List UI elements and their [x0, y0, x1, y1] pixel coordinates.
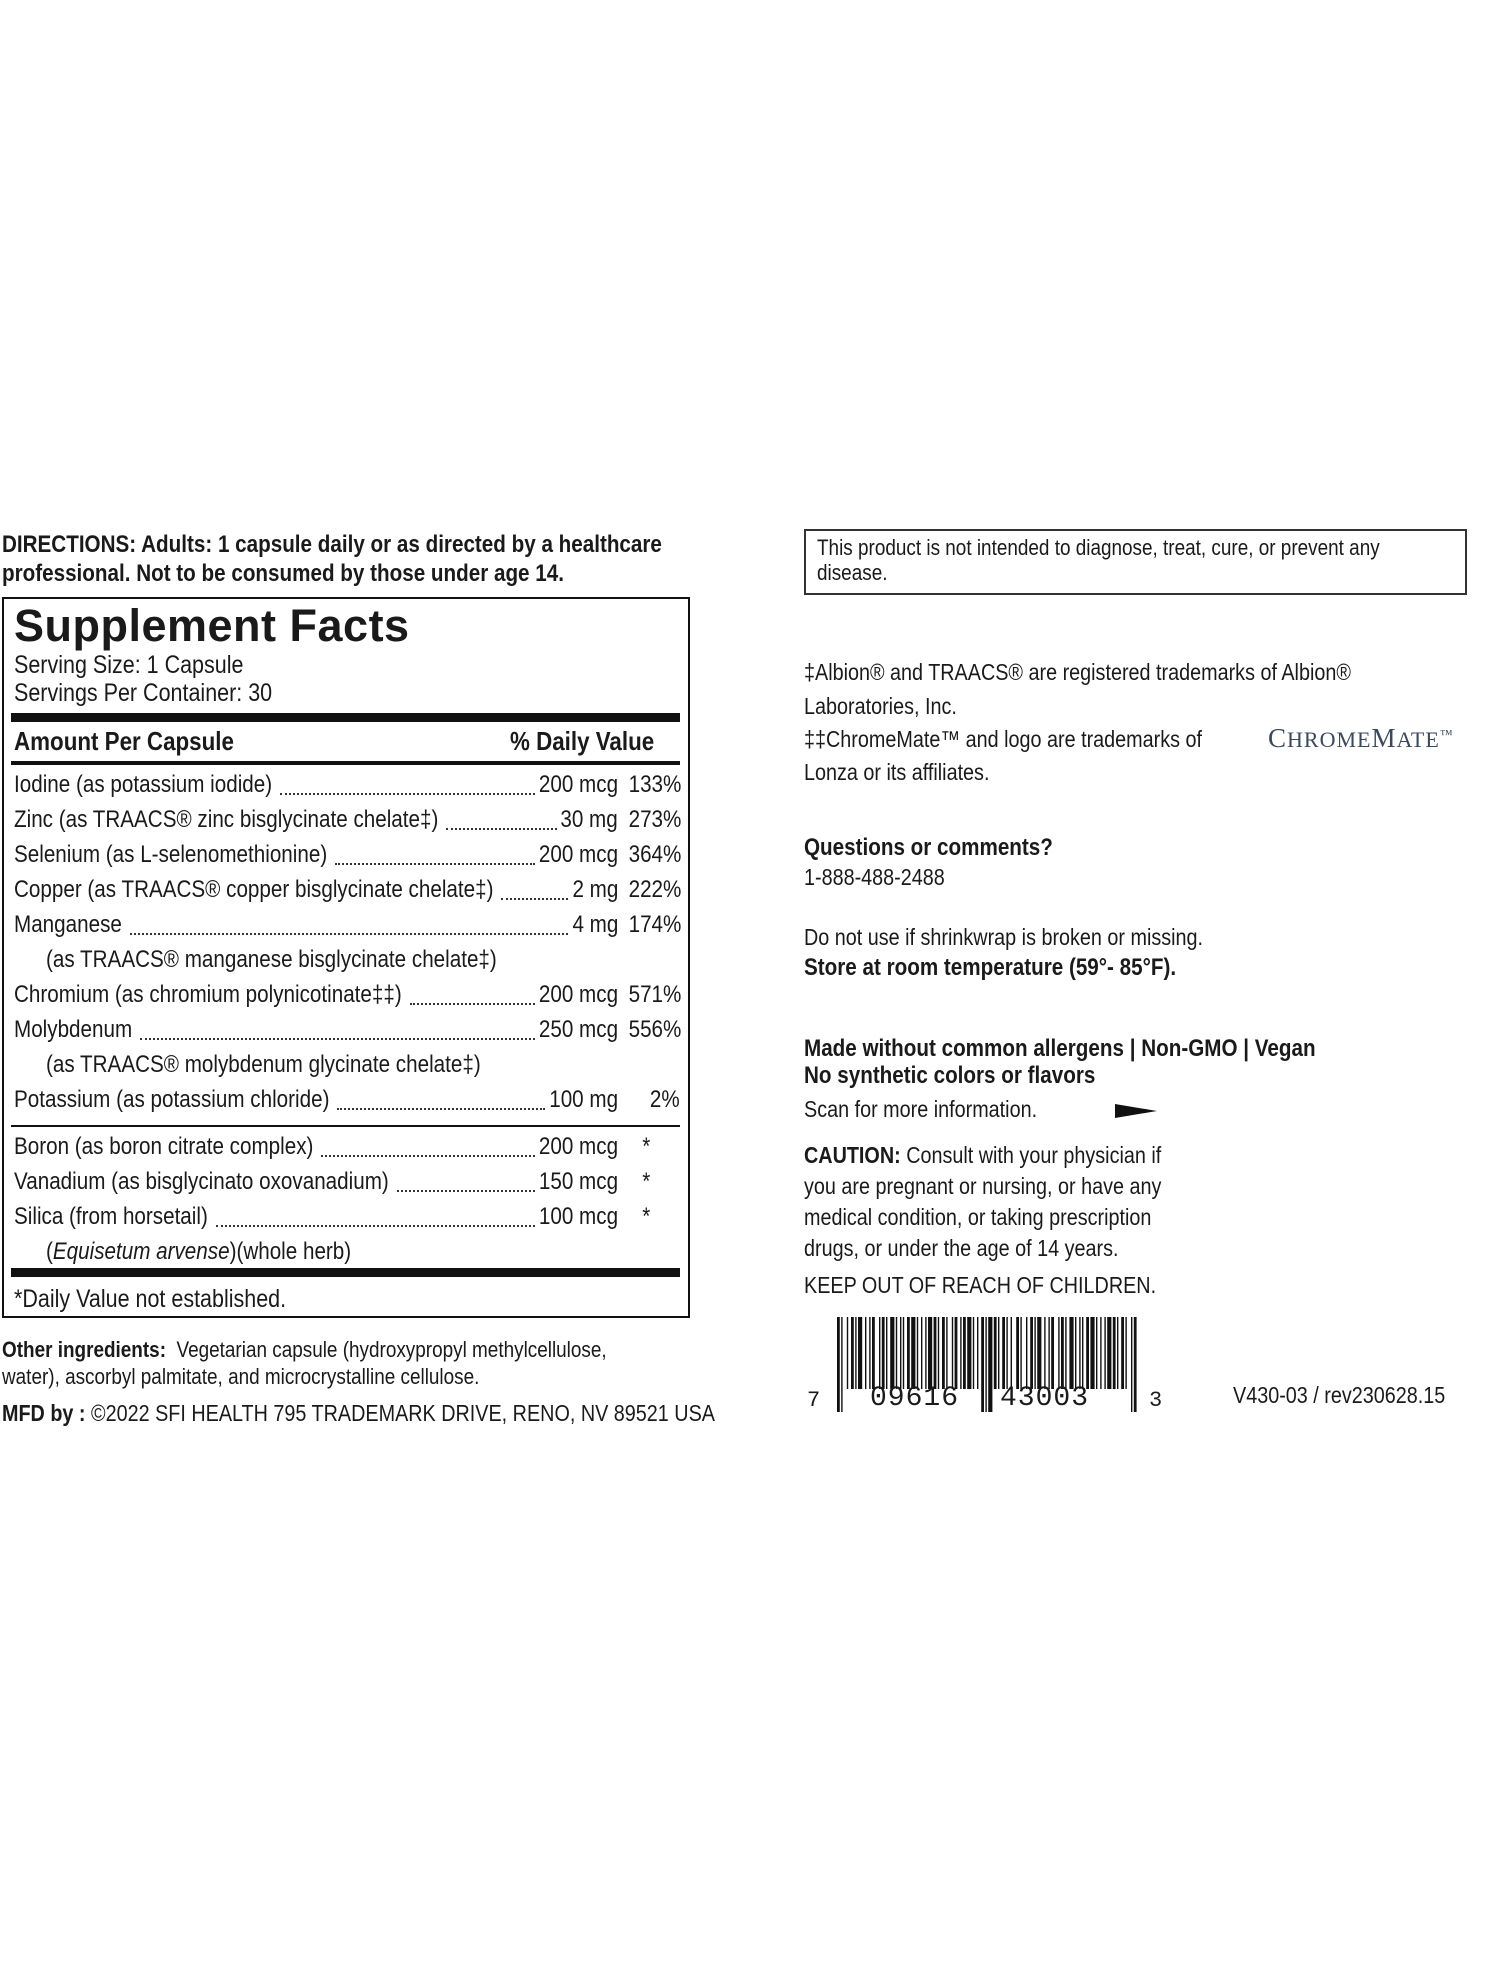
barcode-bar: [1065, 1317, 1066, 1389]
divider-mid: [11, 1125, 680, 1127]
barcode-bar: [977, 1317, 978, 1389]
barcode-bar: [1075, 1317, 1076, 1389]
barcode-bar: [872, 1317, 875, 1389]
nutrient-daily-value: 222%: [628, 876, 682, 903]
barcode-bar: [925, 1317, 926, 1389]
nutrient-row: [14, 1203, 680, 1237]
barcode-bar: [1069, 1317, 1073, 1389]
barcode-bar: [1131, 1317, 1132, 1412]
serving-size: Serving Size: 1 Capsule: [14, 651, 244, 679]
barcode-bar: [865, 1317, 866, 1389]
nutrient-amount: 100 mg: [549, 1086, 618, 1113]
nutrient-amount: 200 mcg: [538, 1133, 618, 1160]
barcode-bar: [1121, 1317, 1124, 1389]
barcode-bar: [998, 1317, 999, 1389]
nutrient-row: [14, 911, 680, 945]
divider-thick: [11, 713, 680, 722]
barcode-bar: [896, 1317, 897, 1389]
barcode-bar: [985, 1317, 986, 1412]
barcode-bar: [1134, 1317, 1137, 1412]
barcode-bar: [1090, 1317, 1094, 1389]
nutrient-daily-value: 133%: [628, 771, 682, 798]
barcode-bar: [1034, 1317, 1035, 1389]
other-ingredients-text1: Vegetarian capsule (hydroxypropyl methylcellulose,: [176, 1337, 607, 1362]
leader-dots: [501, 876, 568, 900]
caution-label: CAUTION:: [804, 1142, 901, 1168]
barcode-bar: [981, 1317, 984, 1412]
barcode-bar: [1104, 1317, 1105, 1389]
leader-dots: [397, 1168, 535, 1192]
leader-dots: [216, 1203, 535, 1227]
nutrient-amount: 200 mcg: [538, 771, 618, 798]
nutrient-row: [14, 771, 680, 805]
amount-per-capsule-header: Amount Per Capsule: [14, 726, 234, 756]
directions-line1: DIRECTIONS: Adults: 1 capsule daily or as directed by a healthcare: [2, 531, 662, 558]
barcode-bar: [1051, 1317, 1054, 1389]
barcode-bar: [967, 1317, 971, 1389]
caution-line3: medical condition, or taking prescription: [804, 1204, 1152, 1230]
barcode-bar: [1113, 1317, 1116, 1389]
barcode-bar: [938, 1317, 939, 1389]
leader-dots: [130, 911, 568, 935]
storage-temperature: Store at room temperature (59°- 85°F).: [804, 954, 1177, 981]
nutrient-name: Selenium (as L-selenomethionine): [14, 841, 328, 868]
barcode-bar: [879, 1317, 880, 1389]
barcode-bar: [955, 1317, 958, 1389]
version-code: V430-03 / rev230628.15: [1233, 1382, 1446, 1408]
leader-dots: [410, 981, 535, 1005]
nutrient-row: [14, 806, 680, 840]
directions: [2, 530, 762, 588]
barcode-bar: [1006, 1317, 1007, 1389]
chromemate-trademark-line2: Lonza or its affiliates.: [804, 759, 990, 785]
barcode-right-digit: 3: [1149, 1388, 1163, 1413]
chromemate-logo: CHROMEMATE™: [1268, 723, 1454, 753]
albion-trademark-line1: ‡Albion® and TRAACS® are registered trademarks of Albion®: [804, 659, 1351, 685]
nutrient-name: Vanadium (as bisglycinato oxovanadium): [14, 1168, 389, 1195]
daily-value-footnote: *Daily Value not established.: [14, 1285, 287, 1313]
barcode-bar: [988, 1317, 992, 1412]
barcode-bar: [886, 1317, 887, 1389]
barcode-bar: [900, 1317, 901, 1389]
barcode-bar: [1079, 1317, 1080, 1389]
leader-dots: [140, 1016, 535, 1040]
nutrient-daily-value: 2%: [650, 1086, 680, 1113]
nutrient-name: Potassium (as potassium chloride): [14, 1086, 330, 1113]
other-ingredients: [2, 1336, 762, 1390]
arrow-right-icon: [1115, 1104, 1157, 1118]
phone-number: 1-888-488-2488: [804, 864, 945, 890]
barcode-bar: [1030, 1317, 1033, 1389]
barcode-bar: [1100, 1317, 1101, 1389]
leader-dots: [321, 1133, 534, 1157]
barcode-bar: [1037, 1317, 1041, 1389]
barcode-bar: [973, 1317, 974, 1389]
leader-dots: [446, 806, 556, 830]
divider-header: [11, 761, 680, 765]
nutrient-daily-value: 174%: [628, 911, 682, 938]
chromemate-trademark-line1: ‡‡ChromeMate™ and logo are trademarks of: [804, 726, 1203, 752]
leader-dots: [280, 771, 535, 795]
nutrient-daily-value: 364%: [628, 841, 682, 868]
nutrient-daily-value: 556%: [628, 1016, 682, 1043]
nutrient-source: (Equisetum arvense)(whole herb): [46, 1238, 352, 1265]
nutrient-name: Silica (from horsetail): [14, 1203, 208, 1230]
nutrient-amount: 4 mg: [572, 911, 618, 938]
barcode-bar: [851, 1317, 854, 1389]
barcode-bar: [855, 1317, 856, 1389]
barcode-bar: [869, 1317, 870, 1389]
nutrient-row: [14, 1086, 680, 1120]
barcode-bar: [847, 1317, 848, 1389]
mfd-text: ©2022 SFI HEALTH 795 TRADEMARK DRIVE, RENO, NV 89521 USA: [91, 1400, 715, 1426]
barcode-bar: [1125, 1317, 1126, 1389]
nutrient-daily-value: *: [642, 1133, 651, 1160]
manufacturer: [2, 1400, 831, 1427]
nutrient-name: Zinc (as TRAACS® zinc bisglycinate chelate‡): [14, 806, 439, 833]
daily-value-header: % Daily Value: [510, 726, 655, 756]
barcode-bar: [911, 1317, 915, 1389]
barcode-bar: [928, 1317, 932, 1389]
barcode-bar: [1096, 1317, 1097, 1389]
nutrient-source: (as TRAACS® molybdenum glycinate chelate‡): [46, 1051, 481, 1078]
other-ingredients-label: Other ingredients:: [2, 1337, 166, 1362]
barcode-bar: [890, 1317, 894, 1389]
mfd-label: MFD by :: [2, 1400, 86, 1426]
synthetic-claims: No synthetic colors or flavors: [804, 1062, 1096, 1089]
barcode-bar: [1107, 1317, 1111, 1389]
nutrient-row: [14, 1168, 680, 1202]
nutrient-amount: 30 mg: [560, 806, 618, 833]
barcode-bar: [1082, 1317, 1083, 1389]
barcode-bar: [1058, 1317, 1059, 1389]
nutrient-name: Iodine (as potassium iodide): [14, 771, 273, 798]
barcode-bar: [903, 1317, 904, 1389]
nutrient-amount: 2 mg: [572, 876, 618, 903]
barcode-bar: [946, 1317, 947, 1389]
barcode-bar: [882, 1317, 885, 1389]
barcode-bar: [858, 1317, 862, 1389]
barcode-group2: 43003: [1000, 1383, 1090, 1414]
barcode-bar: [1044, 1317, 1045, 1389]
nutrient-daily-value: 571%: [628, 981, 682, 1008]
nutrient-name: Boron (as boron citrate complex): [14, 1133, 314, 1160]
divider-bottom: [11, 1268, 680, 1277]
leader-dots: [335, 841, 535, 865]
barcode-bar: [921, 1317, 922, 1389]
allergen-claims: Made without common allergens | Non-GMO | Vegan: [804, 1035, 1316, 1062]
albion-trademark-line2: Laboratories, Inc.: [804, 693, 957, 719]
nutrient-amount: 150 mcg: [538, 1168, 618, 1195]
barcode-bar: [841, 1317, 842, 1412]
nutrient-amount: 100 mcg: [538, 1203, 618, 1230]
barcode-bar: [1086, 1317, 1089, 1389]
keep-out-of-reach: KEEP OUT OF REACH OF CHILDREN.: [804, 1272, 1157, 1298]
barcode-bar: [963, 1317, 966, 1389]
servings-per-container: Servings Per Container: 30: [14, 679, 273, 707]
nutrient-name: Copper (as TRAACS® copper bisglycinate chelate‡): [14, 876, 494, 903]
barcode-bar: [994, 1317, 997, 1389]
nutrient-row: [14, 1016, 680, 1050]
barcode-bar: [952, 1317, 953, 1389]
barcode-bar: [1011, 1317, 1012, 1389]
barcode-bar: [1117, 1317, 1118, 1389]
barcode-bar: [1020, 1317, 1021, 1389]
nutrient-row: [14, 841, 680, 875]
barcode-bar: [960, 1317, 961, 1389]
nutrient-name: Manganese: [14, 911, 122, 938]
barcode-bar: [907, 1317, 910, 1389]
barcode-bar: [1016, 1317, 1019, 1389]
barcode-group1: 09616: [870, 1383, 960, 1414]
nutrient-amount: 200 mcg: [538, 981, 618, 1008]
nutrient-name: Molybdenum: [14, 1016, 133, 1043]
nutrient-name: Chromium (as chromium polynicotinate‡‡): [14, 981, 402, 1008]
barcode-bar: [1061, 1317, 1064, 1389]
caution-line2: you are pregnant or nursing, or have any: [804, 1173, 1162, 1199]
barcode-bar: [1002, 1317, 1005, 1389]
barcode-bar: [942, 1317, 945, 1389]
caution-line4: drugs, or under the age of 14 years.: [804, 1235, 1119, 1261]
nutrient-row: [14, 981, 680, 1015]
nutrient-amount: 200 mcg: [538, 841, 618, 868]
barcode-bar: [837, 1317, 840, 1412]
directions-line2: professional. Not to be consumed by those under age 14.: [2, 560, 564, 587]
barcode-bar: [917, 1317, 918, 1389]
nutrient-daily-value: *: [642, 1203, 651, 1230]
nutrient-amount: 250 mcg: [538, 1016, 618, 1043]
barcode-bar: [1048, 1317, 1049, 1389]
leader-dots: [337, 1086, 545, 1110]
barcode-bar: [934, 1317, 937, 1389]
nutrient-daily-value: 273%: [628, 806, 682, 833]
disclaimer-text: This product is not intended to diagnose, treat, cure, or prevent any disease.: [817, 535, 1380, 585]
questions-heading: Questions or comments?: [804, 834, 1053, 861]
scan-info: Scan for more information.: [804, 1096, 1038, 1122]
nutrient-daily-value: *: [642, 1168, 651, 1195]
nutrient-row: [14, 876, 680, 910]
nutrient-source: (as TRAACS® manganese bisglycinate chelate‡): [46, 946, 497, 973]
shrinkwrap-warning: Do not use if shrinkwrap is broken or missing.: [804, 924, 1204, 950]
other-ingredients-text2: water), ascorbyl palmitate, and microcrystalline cellulose.: [2, 1364, 480, 1389]
supplement-facts-title: Supplement Facts: [14, 600, 410, 651]
nutrient-row: [14, 1133, 680, 1167]
caution-line1: CAUTION: Consult with your physician if: [804, 1142, 1162, 1168]
barcode-bar: [1026, 1317, 1027, 1389]
barcode-left-digit: 7: [807, 1388, 821, 1413]
